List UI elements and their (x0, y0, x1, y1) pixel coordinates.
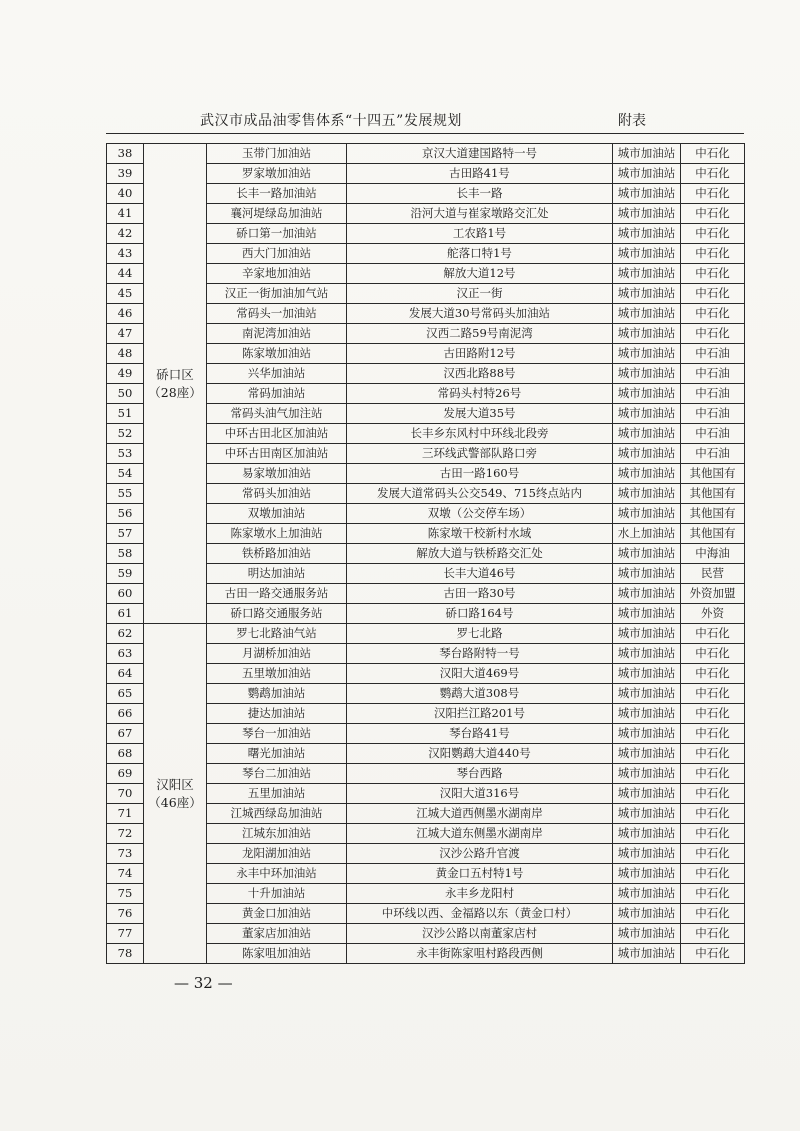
station-brand: 外资 (681, 604, 745, 624)
row-number: 46 (107, 304, 144, 324)
station-type: 城市加油站 (613, 784, 681, 804)
station-name: 双墩加油站 (207, 504, 347, 524)
station-address: 长丰乡东风村中环线北段旁 (347, 424, 613, 444)
station-address: 陈家墩干校新村水域 (347, 524, 613, 544)
row-number: 76 (107, 904, 144, 924)
row-number: 74 (107, 864, 144, 884)
station-brand: 中石化 (681, 164, 745, 184)
station-brand: 中海油 (681, 544, 745, 564)
station-name: 五里加油站 (207, 784, 347, 804)
station-type: 城市加油站 (613, 504, 681, 524)
station-name: 鹦鹉加油站 (207, 684, 347, 704)
station-name: 铁桥路加油站 (207, 544, 347, 564)
station-brand: 其他国有 (681, 504, 745, 524)
station-brand: 中石化 (681, 304, 745, 324)
row-number: 55 (107, 484, 144, 504)
station-address: 永丰街陈家咀村路段西侧 (347, 944, 613, 964)
station-address: 黄金口五村特1号 (347, 864, 613, 884)
station-name: 古田一路交通服务站 (207, 584, 347, 604)
station-address: 江城大道东侧墨水湖南岸 (347, 824, 613, 844)
row-number: 54 (107, 464, 144, 484)
station-address: 古田路41号 (347, 164, 613, 184)
station-name: 董家店加油站 (207, 924, 347, 944)
station-type: 城市加油站 (613, 404, 681, 424)
station-name: 陈家墩加油站 (207, 344, 347, 364)
station-type: 城市加油站 (613, 164, 681, 184)
station-brand: 中石油 (681, 344, 745, 364)
station-name: 江城西绿岛加油站 (207, 804, 347, 824)
row-number: 44 (107, 264, 144, 284)
row-number: 69 (107, 764, 144, 784)
station-address: 鹦鹉大道308号 (347, 684, 613, 704)
row-number: 49 (107, 364, 144, 384)
station-type: 城市加油站 (613, 684, 681, 704)
station-name: 陈家咀加油站 (207, 944, 347, 964)
row-number: 43 (107, 244, 144, 264)
station-brand: 中石油 (681, 424, 745, 444)
station-brand: 民营 (681, 564, 745, 584)
station-type: 水上加油站 (613, 524, 681, 544)
station-name: 五里墩加油站 (207, 664, 347, 684)
station-type: 城市加油站 (613, 884, 681, 904)
station-address: 工农路1号 (347, 224, 613, 244)
station-type: 城市加油站 (613, 444, 681, 464)
station-address: 发展大道常码头公交549、715终点站内 (347, 484, 613, 504)
row-number: 50 (107, 384, 144, 404)
station-brand: 中石化 (681, 324, 745, 344)
station-address: 舵落口特1号 (347, 244, 613, 264)
station-address: 解放大道12号 (347, 264, 613, 284)
row-number: 38 (107, 144, 144, 164)
table-row (107, 624, 745, 644)
station-address: 汉西二路59号南泥湾 (347, 324, 613, 344)
station-brand: 中石化 (681, 224, 745, 244)
station-name: 中环古田北区加油站 (207, 424, 347, 444)
station-brand: 中石化 (681, 624, 745, 644)
station-address: 江城大道西侧墨水湖南岸 (347, 804, 613, 824)
station-name: 陈家墩水上加油站 (207, 524, 347, 544)
station-name: 硚口路交通服务站 (207, 604, 347, 624)
station-name: 龙阳湖加油站 (207, 844, 347, 864)
station-type: 城市加油站 (613, 744, 681, 764)
station-address: 发展大道30号常码头加油站 (347, 304, 613, 324)
station-brand: 中石油 (681, 364, 745, 384)
station-address: 古田路附12号 (347, 344, 613, 364)
station-type: 城市加油站 (613, 344, 681, 364)
station-address: 汉沙公路以南董家店村 (347, 924, 613, 944)
station-brand: 中石化 (681, 664, 745, 684)
station-name: 兴华加油站 (207, 364, 347, 384)
station-name: 江城东加油站 (207, 824, 347, 844)
station-name: 常码头一加油站 (207, 304, 347, 324)
station-address: 京汉大道建国路特一号 (347, 144, 613, 164)
row-number: 51 (107, 404, 144, 424)
station-address: 汉阳大道316号 (347, 784, 613, 804)
station-type: 城市加油站 (613, 564, 681, 584)
station-address: 硚口路164号 (347, 604, 613, 624)
station-name: 襄河堤绿岛加油站 (207, 204, 347, 224)
station-address: 汉沙公路升官渡 (347, 844, 613, 864)
station-type: 城市加油站 (613, 624, 681, 644)
station-address: 中环线以西、金福路以东（黄金口村） (347, 904, 613, 924)
station-type: 城市加油站 (613, 804, 681, 824)
row-number: 42 (107, 224, 144, 244)
station-brand: 中石化 (681, 864, 745, 884)
station-name: 琴台一加油站 (207, 724, 347, 744)
station-address: 双墩（公交停车场） (347, 504, 613, 524)
station-name: 常码头油气加注站 (207, 404, 347, 424)
station-name: 易家墩加油站 (207, 464, 347, 484)
station-address: 发展大道35号 (347, 404, 613, 424)
row-number: 73 (107, 844, 144, 864)
station-address: 汉西北路88号 (347, 364, 613, 384)
station-type: 城市加油站 (613, 364, 681, 384)
station-type: 城市加油站 (613, 184, 681, 204)
row-number: 41 (107, 204, 144, 224)
station-name: 硚口第一加油站 (207, 224, 347, 244)
station-brand: 中石化 (681, 244, 745, 264)
station-address: 永丰乡龙阳村 (347, 884, 613, 904)
station-brand: 中石化 (681, 904, 745, 924)
station-name: 永丰中环加油站 (207, 864, 347, 884)
station-brand: 其他国有 (681, 464, 745, 484)
station-type: 城市加油站 (613, 724, 681, 744)
station-brand: 中石油 (681, 404, 745, 424)
station-brand: 中石油 (681, 444, 745, 464)
station-type: 城市加油站 (613, 464, 681, 484)
station-brand: 中石化 (681, 184, 745, 204)
station-name: 玉带门加油站 (207, 144, 347, 164)
row-number: 66 (107, 704, 144, 724)
station-name: 十升加油站 (207, 884, 347, 904)
station-address: 罗七北路 (347, 624, 613, 644)
appendix-label: 附表 (618, 113, 646, 129)
station-address: 长丰大道46号 (347, 564, 613, 584)
row-number: 77 (107, 924, 144, 944)
row-number: 57 (107, 524, 144, 544)
station-name: 汉正一街加油加气站 (207, 284, 347, 304)
station-type: 城市加油站 (613, 584, 681, 604)
row-number: 64 (107, 664, 144, 684)
station-type: 城市加油站 (613, 144, 681, 164)
station-name: 捷达加油站 (207, 704, 347, 724)
station-address: 琴台路41号 (347, 724, 613, 744)
station-brand: 中石化 (681, 824, 745, 844)
row-number: 56 (107, 504, 144, 524)
station-name: 罗七北路油气站 (207, 624, 347, 644)
station-brand: 中石化 (681, 764, 745, 784)
station-type: 城市加油站 (613, 224, 681, 244)
station-type: 城市加油站 (613, 944, 681, 964)
table-body (107, 144, 745, 964)
station-brand: 中石化 (681, 704, 745, 724)
row-number: 62 (107, 624, 144, 644)
row-number: 47 (107, 324, 144, 344)
station-address: 琴台路附特一号 (347, 644, 613, 664)
station-name: 常码加油站 (207, 384, 347, 404)
station-brand: 中石化 (681, 144, 745, 164)
row-number: 48 (107, 344, 144, 364)
station-type: 城市加油站 (613, 424, 681, 444)
station-brand: 中石化 (681, 924, 745, 944)
row-number: 63 (107, 644, 144, 664)
station-address: 汉阳拦江路201号 (347, 704, 613, 724)
station-address: 解放大道与铁桥路交汇处 (347, 544, 613, 564)
row-number: 39 (107, 164, 144, 184)
gas-stations-table (106, 143, 745, 964)
station-address: 沿河大道与崔家墩路交汇处 (347, 204, 613, 224)
station-name: 南泥湾加油站 (207, 324, 347, 344)
district-name: 汉阳区 (156, 776, 194, 792)
row-number: 72 (107, 824, 144, 844)
station-address: 常码头村特26号 (347, 384, 613, 404)
station-address: 古田一路30号 (347, 584, 613, 604)
row-number: 61 (107, 604, 144, 624)
station-brand: 中石化 (681, 744, 745, 764)
row-number: 65 (107, 684, 144, 704)
station-type: 城市加油站 (613, 604, 681, 624)
row-number: 45 (107, 284, 144, 304)
station-type: 城市加油站 (613, 324, 681, 344)
station-address: 琴台西路 (347, 764, 613, 784)
station-name: 琴台二加油站 (207, 764, 347, 784)
district-name: 硚口区 (156, 366, 194, 382)
page-number: — 32 — (174, 974, 233, 992)
station-address: 长丰一路 (347, 184, 613, 204)
station-type: 城市加油站 (613, 304, 681, 324)
table-row (107, 144, 745, 164)
station-type: 城市加油站 (613, 384, 681, 404)
row-number: 40 (107, 184, 144, 204)
station-brand: 中石油 (681, 384, 745, 404)
station-type: 城市加油站 (613, 484, 681, 504)
station-brand: 中石化 (681, 784, 745, 804)
station-name: 辛家地加油站 (207, 264, 347, 284)
station-type: 城市加油站 (613, 264, 681, 284)
station-type: 城市加油站 (613, 904, 681, 924)
station-name: 罗家墩加油站 (207, 164, 347, 184)
station-name: 西大门加油站 (207, 244, 347, 264)
station-brand: 中石化 (681, 284, 745, 304)
station-type: 城市加油站 (613, 844, 681, 864)
district-count: （46座） (148, 794, 202, 810)
station-type: 城市加油站 (613, 664, 681, 684)
station-brand: 中石化 (681, 944, 745, 964)
row-number: 52 (107, 424, 144, 444)
station-name: 曙光加油站 (207, 744, 347, 764)
station-address: 汉阳大道469号 (347, 664, 613, 684)
row-number: 53 (107, 444, 144, 464)
station-brand: 中石化 (681, 684, 745, 704)
station-brand: 中石化 (681, 264, 745, 284)
station-type: 城市加油站 (613, 704, 681, 724)
station-type: 城市加油站 (613, 644, 681, 664)
station-brand: 中石化 (681, 844, 745, 864)
district-cell (144, 624, 207, 964)
station-name: 长丰一路加油站 (207, 184, 347, 204)
row-number: 68 (107, 744, 144, 764)
row-number: 71 (107, 804, 144, 824)
district-count: （28座） (148, 384, 202, 400)
row-number: 70 (107, 784, 144, 804)
station-brand: 中石化 (681, 884, 745, 904)
station-name: 明达加油站 (207, 564, 347, 584)
station-type: 城市加油站 (613, 204, 681, 224)
document-header-title: 武汉市成品油零售体系“十四五”发展规划 (200, 113, 462, 129)
station-brand: 其他国有 (681, 484, 745, 504)
station-type: 城市加油站 (613, 864, 681, 884)
row-number: 58 (107, 544, 144, 564)
station-type: 城市加油站 (613, 924, 681, 944)
row-number: 67 (107, 724, 144, 744)
header-divider (106, 133, 744, 134)
row-number: 78 (107, 944, 144, 964)
station-brand: 外资加盟 (681, 584, 745, 604)
station-type: 城市加油站 (613, 544, 681, 564)
station-address: 古田一路160号 (347, 464, 613, 484)
station-type: 城市加油站 (613, 284, 681, 304)
station-brand: 其他国有 (681, 524, 745, 544)
station-brand: 中石化 (681, 204, 745, 224)
station-name: 中环古田南区加油站 (207, 444, 347, 464)
row-number: 59 (107, 564, 144, 584)
district-cell (144, 144, 207, 624)
station-name: 常码头加油站 (207, 484, 347, 504)
row-number: 75 (107, 884, 144, 904)
station-brand: 中石化 (681, 724, 745, 744)
station-name: 黄金口加油站 (207, 904, 347, 924)
station-brand: 中石化 (681, 644, 745, 664)
station-address: 汉阳鹦鹉大道440号 (347, 744, 613, 764)
row-number: 60 (107, 584, 144, 604)
station-address: 三环线武警部队路口旁 (347, 444, 613, 464)
station-type: 城市加油站 (613, 244, 681, 264)
station-name: 月湖桥加油站 (207, 644, 347, 664)
station-address: 汉正一街 (347, 284, 613, 304)
station-type: 城市加油站 (613, 824, 681, 844)
station-type: 城市加油站 (613, 764, 681, 784)
station-brand: 中石化 (681, 804, 745, 824)
